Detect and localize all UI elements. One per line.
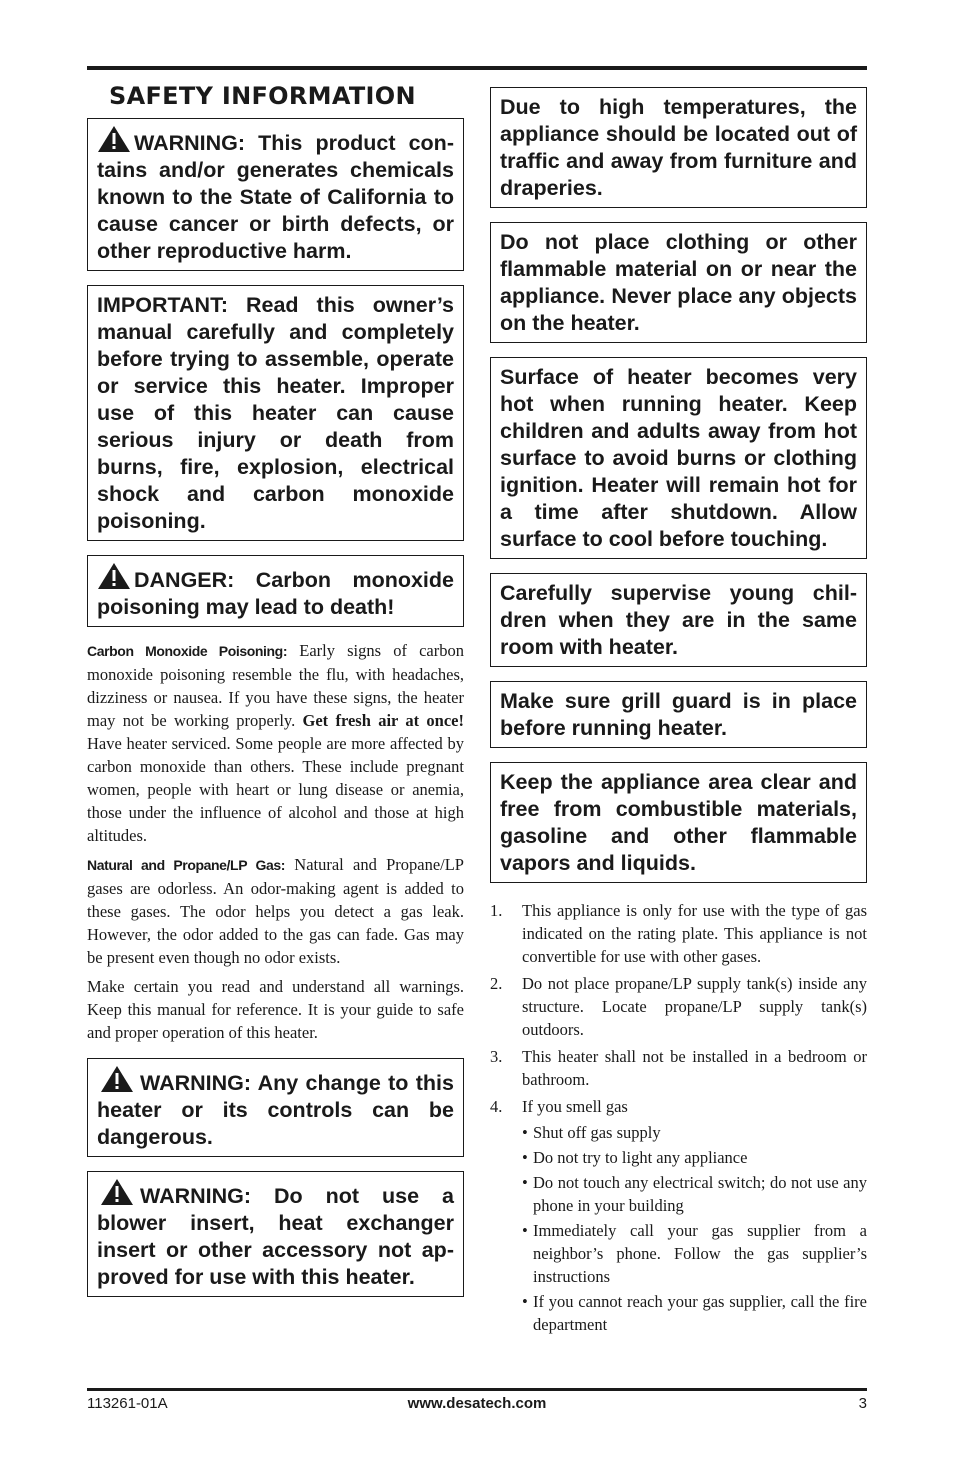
list-item: 2. Do not place propane/LP supply tank(s) inside any structure. Locate propane/LP supply tank(s) outdoors. (490, 974, 867, 1039)
list-item: 4. If you smell gas • Shut off gas supply • Do not try to light any appliance • Do not touch any electrical switch; do not use any phone in your building • Immediately call your gas supplier from a neighbor’s phone. Follow the gas supplier’s instructions • If you cannot reach your gas supplier, call the fire department (490, 1095, 867, 1336)
bullet-item: • Do not try to light any appliance (522, 1146, 867, 1169)
list-item: 3. This heater shall not be installed in a bedroom or bathroom. (490, 1047, 867, 1089)
bullet-item: • If you cannot reach your gas supplier, call the fire department (522, 1290, 867, 1336)
understand-paragraph: Make certain you read and understand all warnings. Keep this manual for reference. It is your guide to safe and proper operation of this heater. (87, 977, 464, 1042)
bullet-item: • Do not touch any electrical switch; do not use any phone in your building (522, 1171, 867, 1217)
bottom-rule (87, 1388, 867, 1391)
warning-triangle-icon (97, 125, 131, 153)
warning-triangle-icon (97, 1065, 137, 1093)
website-link[interactable]: www.desatech.com (407, 1395, 547, 1412)
warning-triangle-icon (97, 1178, 137, 1206)
grill-guard-box: Make sure grill guard is in place before running heater. (490, 681, 867, 748)
danger-text: DANGER: Carbon monoxide poisoning may lead to death! (97, 568, 454, 619)
important-text: IMPORTANT: Read this owner’s manual carefully and completely before trying to assemble, operate or service this heater. Improper use of this heater can cause serious injury or death from burns, fire, explosion, electrical shock and carbon monoxide poisoning. (97, 293, 454, 533)
gas-paragraph: Natural and Propane/LP Gas: Natural and Propane/LP gases are odorless. An odor-making agent is added to these gases. The odor helps you detect a gas leak. However, the odor added to the gas can fade. Gas may be present even though no odor exists. (87, 855, 464, 967)
page-number: 3 (858, 1395, 867, 1412)
bullet-item: • Immediately call your gas supplier from a neighbor’s phone. Follow the gas supplier’s instructions (522, 1219, 867, 1288)
left-column (87, 80, 464, 1311)
hot-surface-box: Surface of heater becomes very hot when running heater. Keep children and adults away from hot surface to avoid burns or clothing ignition. Heater will remain hot for a time after shutdown. Allow surface to cool before touching. (490, 357, 867, 559)
bullet-item: • Shut off gas supply (522, 1121, 867, 1144)
danger-box (87, 555, 464, 627)
warning-blower-text: WARNING: Do not use a blower insert, heat exchanger insert or other accessory not approved for use with this heater. (97, 1184, 454, 1289)
warning-chemicals-box (87, 118, 464, 271)
important-box (87, 285, 464, 541)
clothing-box: Do not place clothing or other flammable material on or near the appliance. Never place any objects on the heater. (490, 222, 867, 343)
warning-triangle-icon (97, 562, 131, 590)
warning-chemicals-text: WARNING: This product contains and/or generates chemicals known to the State of California to cause cancer or birth defects, or other reproductive harm. (97, 131, 454, 263)
list-item: 1. This appliance is only for use with the type of gas indicated on the rating plate. This appliance is not convertible for use with other gases. (490, 901, 867, 966)
page-title: SAFETY INFORMATION (109, 82, 416, 110)
warning-change-box (87, 1058, 464, 1157)
top-rule (87, 66, 867, 70)
warning-blower-box (87, 1171, 464, 1297)
warning-change-text: WARNING: Any change to this heater or its controls can be dangerous. (97, 1071, 454, 1149)
gas-smell-bullets (522, 1121, 867, 1336)
safety-numbered-list (490, 899, 867, 1336)
doc-number: 113261-01A (87, 1395, 168, 1412)
supervise-children-box: Carefully supervise young children when they are in the same room with heater. (490, 573, 867, 667)
right-column (490, 87, 867, 1340)
location-box: Due to high temperatures, the appliance should be located out of traffic and away from furniture and draperies. (490, 87, 867, 208)
carbon-monoxide-paragraph: Carbon Monoxide Poisoning: Early signs of carbon monoxide poisoning resemble the flu, with headaches, dizziness or nausea. If you have these signs, the heater may not be working properly. Get fresh air at once! Have heater serviced. Some people are more affected by carbon monoxide than others. These include pregnant women, people with heart or lung disease or anemia, those under the influence of alcohol and those at high altitudes. (87, 641, 464, 845)
combustibles-box: Keep the appliance area clear and free from combustible materials, gasoline and other flammable vapors and liquids. (490, 762, 867, 883)
